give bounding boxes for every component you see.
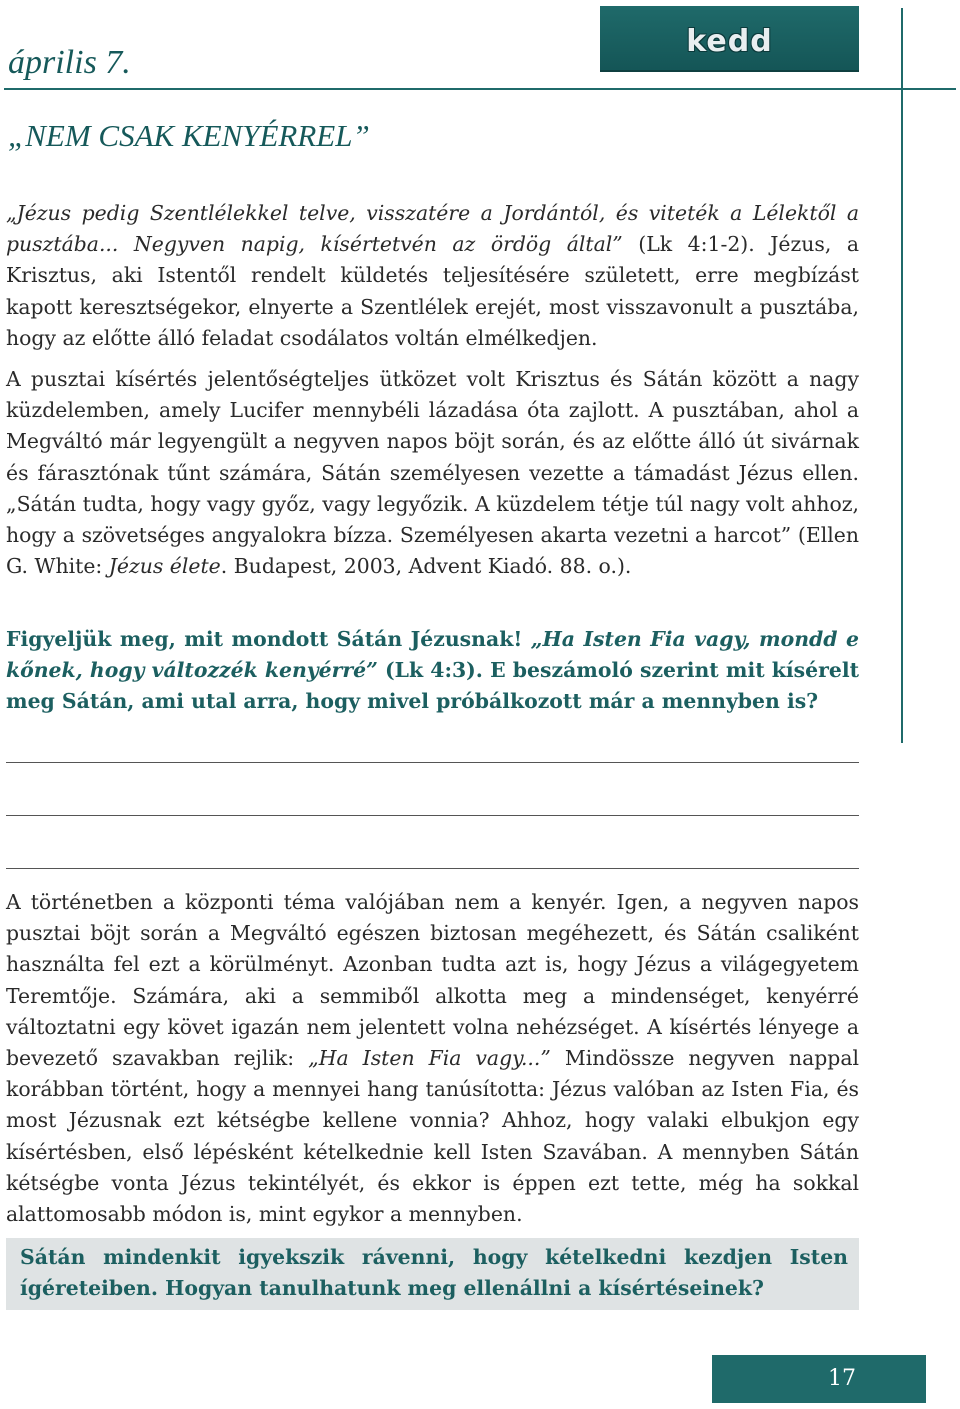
bible-quote: „Jézus pedig Szentlélekkel telve, visszatére a Jordántól, és viteték a Lélektől a pusztába... Negyven napig, kísértetvén az ördög által”	[6, 201, 859, 257]
study-question	[6, 624, 859, 718]
intro-text: (Lk 4:1-2). Jézus, a Krisztus, aki Istentől rendelt küldetés teljesítésére született, erre megbízást kapott keresztségekor, elnyerte a Szentlélek erejét, most visszavonult a pusztába, hogy az előtte álló feladat csodálatos voltán elmélkedjen.	[6, 232, 859, 350]
question-text-after: (Lk 4:3). E beszámoló szerint mit kísérelt meg Sátán, ami utal arra, hogy mivel próbálkozott már a mennyben is?	[6, 658, 860, 714]
page-number-tab	[712, 1355, 926, 1403]
day-label: kedd	[686, 24, 773, 59]
commentary-quote: „Ha Isten Fia vagy...”	[308, 1046, 551, 1071]
answer-line[interactable]	[6, 815, 859, 816]
commentary-text-before: A történetben a központi téma valójában nem a kenyér. Igen, a negyven napos pusztai böjt során a Megváltó egészen biztosan megéhezett, és Sátán csaliként használta fel ezt a körülményt. Azonban tudta azt is, hogy Jézus a világegyetem Teremtője. Számára, aki a semmiből alkotta meg a mindenséget, kenyérré változtatni egy követ igazán nem jelentett volna nehézséget. A kísértés lényege a bevezető szavakban rejlik:	[6, 890, 859, 1071]
day-tab	[600, 6, 859, 72]
book-title: Jézus élete	[108, 554, 221, 579]
intro-paragraph	[6, 198, 859, 354]
question-quote: „Ha Isten Fia vagy, mondd e kőnek, hogy változzék kenyérré”	[6, 627, 860, 683]
reflection-question: Sátán mindenkit igyekszik rávenni, hogy kételkedni kezdjen Isten ígéreteiben. Hogyan tanulhatunk meg ellenállni a kísértéseinek?	[20, 1245, 848, 1301]
margin-rule	[901, 8, 903, 743]
answer-line[interactable]	[6, 868, 859, 869]
reflection-box	[6, 1238, 859, 1310]
lesson-title: „NEM CSAK KENYÉRREL”	[8, 118, 370, 153]
date-heading: április 7.	[8, 44, 131, 81]
commentary-text-after: Mindössze negyven nappal korábban történt, hogy a mennyei hang tanúsította: Jézus valóban az Isten Fia, és most Jézusnak ezt kétségbe kellene vonnia? Ahhoz, hogy valaki elbukjon egy kísértésben, első lépésként kételkednie kell Isten Szavában. A mennyben Sátán kétségbe vonta Jézus tekintélyét, és ekkor is éppen ezt tette, még ha sokkal alattomosabb módon is, mint egykor a mennyben.	[6, 1046, 860, 1227]
body-paragraph	[6, 364, 859, 582]
commentary-paragraph	[6, 887, 859, 1230]
question-text-before: Figyeljük meg, mit mondott Sátán Jézusnak!	[6, 627, 531, 651]
answer-line[interactable]	[6, 762, 859, 763]
body-text-before: A pusztai kísértés jelentőségteljes ütközet volt Krisztus és Sátán között a nagy küzdelemben, amely Lucifer mennybéli lázadása óta zajlott. A pusztában, ahol a Megváltó már legyengült a negyven napos böjt során, és az előtte álló út sivárnak és fárasztónak tűnt számára, Sátán személyesen vezette a támadást Jézus ellen. „Sátán tudta, hogy vagy győz, vagy legyőzik. A küzdelem tétje túl nagy volt ahhoz, hogy a szövetséges angyalokra bízza. Személyesen akarta vezetni a harcot” (Ellen G. White:	[6, 367, 859, 579]
page-number: 17	[828, 1366, 856, 1391]
body-text-after: . Budapest, 2003, Advent Kiadó. 88. o.).	[220, 554, 632, 579]
header-rule	[4, 88, 956, 90]
